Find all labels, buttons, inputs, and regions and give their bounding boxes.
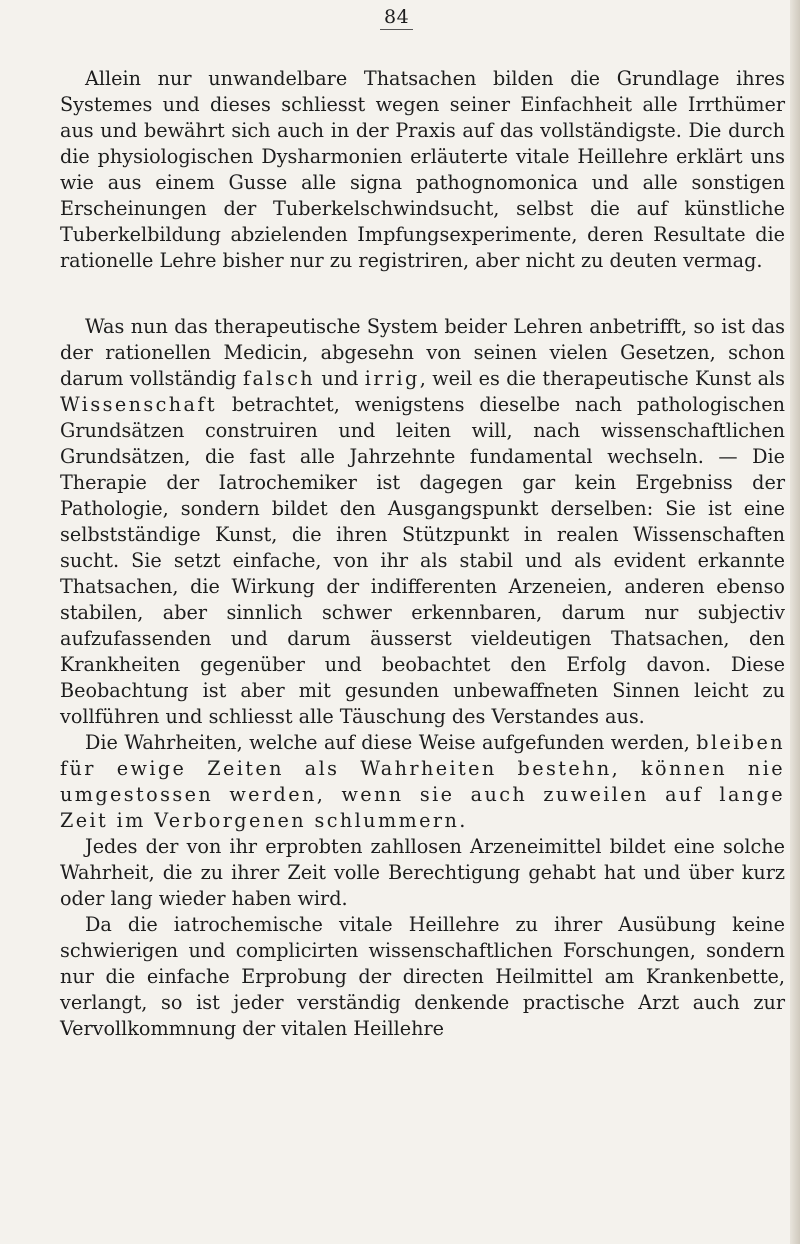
text-segment: und: [315, 367, 365, 390]
spaced-emphasis: falsch: [242, 367, 315, 390]
text-segment: Was nun das therapeutische System beider Lehren anbetrifft, so ist das der rationellen Medicin, abgesehn von seinen vielen Gesetzen, schon darum vollständig: [60, 315, 785, 390]
text-segment: Jedes der von ihr erprobten zahllosen Arzeneimittel bildet eine solche Wahrheit, die zu ihrer Zeit volle Berechtigung gehabt hat und über kurz oder lang wieder haben wird.: [60, 835, 785, 910]
body-text: [60, 66, 785, 1042]
paragraph: [60, 314, 785, 730]
text-segment: Die Wahrheiten, welche auf diese Weise aufgefunden werden,: [85, 731, 697, 754]
spaced-emphasis: bleiben für ewige Zeiten als Wahrheiten bestehn, können nie umgestossen werden, wenn sie auch zuweilen auf lange Zeit im Verborgenen schlummern.: [60, 731, 785, 832]
text-segment: Allein nur unwandelbare Thatsachen bilden die Grundlage ihres Systemes und dieses schliesst wegen seiner Einfachheit alle Irrthümer aus und bewährt sich auch in der Praxis auf das vollständigste. Die durch die physiologischen Dysharmonien erläuterte vitale Heillehre erklärt uns wie aus einem Gusse alle signa pathognomonica und alle sonstigen Erscheinungen der Tuberkelschwindsucht, selbst die auf künstliche Tuberkelbildung abzielenden Impfungsexperimente, deren Resultate die rationelle Lehre bisher nur zu registriren, aber nicht zu deuten vermag.: [60, 67, 785, 272]
paragraph: [60, 730, 785, 834]
text-segment: betrachtet, wenigstens dieselbe nach pathologischen Grundsätzen construiren und leiten will, nach wissenschaftlichen Grundsätzen, die fast alle Jahrzehnte fundamental wechseln. — Die Therapie der Iatrochemiker ist dagegen gar kein Ergebniss der Pathologie, sondern bildet den Ausgangspunkt derselben: Sie ist eine selbstständige Kunst, die ihren Stützpunkt in realen Wissenschaften sucht. Sie setzt einfache, von ihr als stabil und als evident erkannte Thatsachen, die Wirkung der indifferenten Arzeneien, anderen ebenso stabilen, aber sinnlich schwer erkennbaren, darum nur subjectiv aufzufassenden und darum äusserst vieldeutigen Thatsachen, den Krankheiten gegenüber und beobachtet den Erfolg davon. Diese Beobachtung ist aber mit gesunden unbewaffneten Sinnen leicht zu vollführen und schliesst alle Täuschung des Verstandes aus.: [60, 393, 785, 728]
text-segment: Da die iatrochemische vitale Heillehre zu ihrer Ausübung keine schwierigen und complicirten wissenschaftlichen Forschungen, sondern nur die einfache Erprobung der directen Heilmittel am Krankenbette, verlangt, so ist jeder verständig denkende practische Arzt auch zur Vervollkommnung der vitalen Heillehre: [60, 913, 785, 1040]
paragraph: [60, 834, 785, 912]
paragraph: [60, 66, 785, 274]
spaced-emphasis: irrig: [364, 367, 420, 390]
paragraph: [60, 912, 785, 1042]
page-edge: [790, 0, 800, 1244]
text-segment: , weil es die therapeutische Kunst als: [419, 367, 785, 390]
spaced-emphasis: Wissenschaft: [60, 393, 217, 416]
page-number: 84: [380, 6, 413, 30]
